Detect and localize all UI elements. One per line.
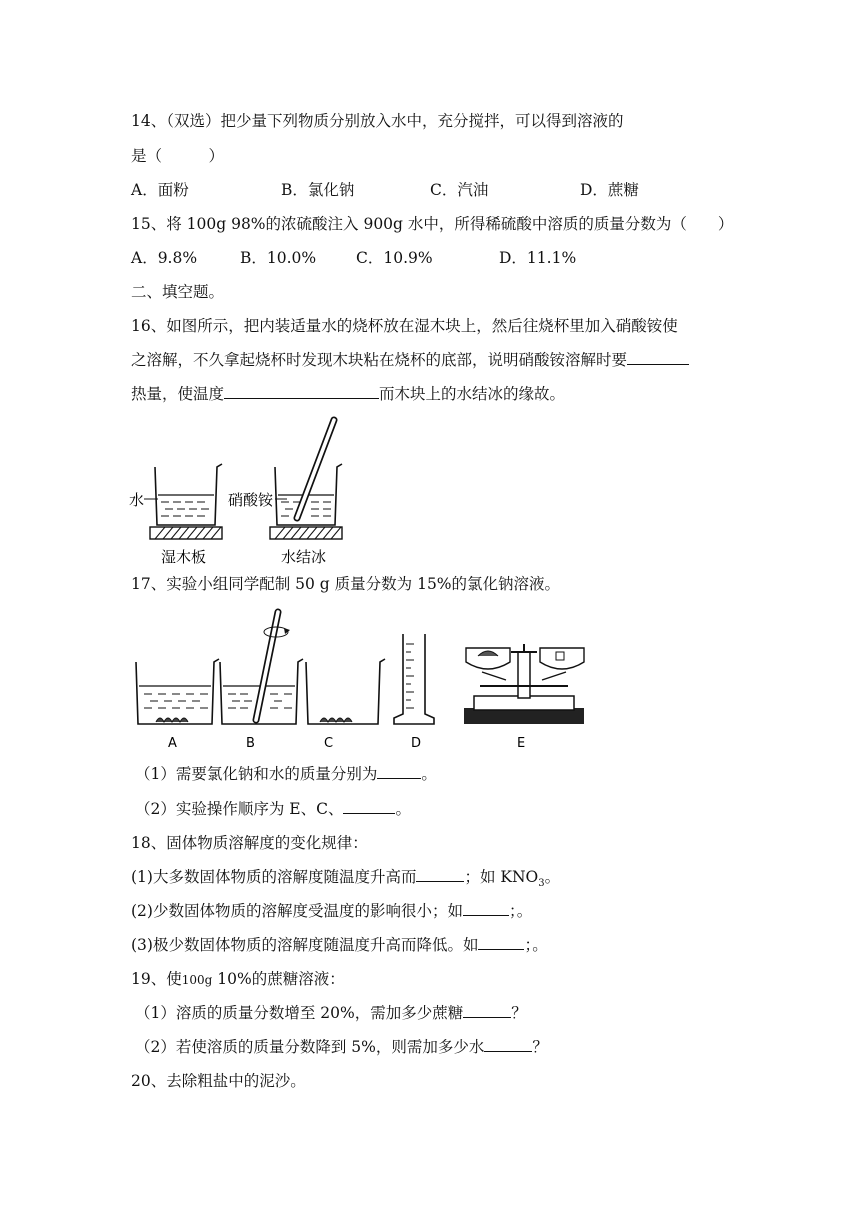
- label-d: D: [411, 736, 422, 751]
- q15-stem: 15、将 100g 98%的浓硫酸注入 900g 水中，所得稀硫酸中溶质的质量分数为（ ）: [131, 215, 734, 233]
- q14-stem-cont: 是（ ）: [131, 147, 225, 165]
- apparatus-a-beaker: [136, 659, 219, 724]
- q18-blank-1: [416, 865, 464, 882]
- q18-blank-3: [478, 933, 524, 950]
- label-e: E: [517, 736, 526, 751]
- label-a: A: [168, 736, 177, 751]
- q16-figure: [125, 412, 365, 572]
- nitrate-label: 硝酸铵: [228, 491, 274, 509]
- q20-stem: 20、去除粗盐中的泥沙。: [131, 1072, 306, 1090]
- water-label: 水: [129, 491, 145, 509]
- q17-stem: 17、实验小组同学配制 50 g 质量分数为 15%的氯化钠溶液。: [131, 575, 561, 593]
- q18-rule-3: (3)极少数固体物质的溶解度随温度升高而降低。如 ；。: [131, 933, 548, 957]
- q15-option-c: C．10.9%: [356, 249, 433, 267]
- q14-option-d: D．蔗糖: [580, 181, 639, 199]
- q14-option-c: C．汽油: [430, 181, 489, 199]
- q17-blank-2: [343, 797, 395, 814]
- glass-rod: [297, 420, 334, 518]
- ice-label: 水结冰: [281, 548, 327, 566]
- section-heading: 二、填空题。: [131, 283, 225, 301]
- apparatus-e-balance: [464, 644, 584, 724]
- q17-figure: [128, 604, 598, 754]
- beaker-left: [155, 464, 222, 525]
- q17-blank-1: [377, 762, 421, 779]
- apparatus-b-beaker: [220, 612, 303, 724]
- frozen-wood-board: [270, 527, 342, 539]
- q17-sub1: （1）需要氯化钠和水的质量分别为 。: [135, 762, 437, 786]
- label-c: C: [324, 736, 334, 751]
- wet-wood-board: [150, 527, 222, 539]
- q14-option-a: A．面粉: [131, 181, 189, 199]
- q14-option-b: B．氯化钠: [281, 181, 355, 199]
- label-b: B: [246, 736, 255, 751]
- q18-rule-2: (2)少数固体物质的溶解度受温度的影响很小；如 ；。: [131, 899, 532, 923]
- q18-blank-2: [463, 899, 509, 916]
- wet-wood-label: 湿木板: [161, 548, 207, 566]
- q19-sub1: （1）溶质的质量分数增至 20%，需加多少蔗糖 ？: [135, 1001, 527, 1025]
- q16-blank-1: [627, 348, 689, 365]
- q19-blank-1: [463, 1001, 511, 1018]
- q19-stem: 19、使100g 10%的蔗糖溶液：: [131, 970, 345, 988]
- q15-option-d: D．11.1%: [499, 249, 577, 267]
- q18-stem: 18、固体物质溶解度的变化规律：: [131, 834, 368, 852]
- q16-stem-end: 热量，使温度 而木块上的水结冰的缘故。: [131, 382, 565, 406]
- q17-sub2: （2）实验操作顺序为 E、C、 。: [135, 797, 411, 821]
- q16-blank-2: [224, 382, 379, 399]
- q14-stem: 14、（双选）把少量下列物质分别放入水中，充分搅拌，可以得到溶液的: [131, 112, 624, 130]
- q19-blank-2: [484, 1035, 532, 1052]
- apparatus-c-beaker: [306, 659, 385, 724]
- q15-option-a: A．9.8%: [131, 249, 198, 267]
- q16-stem: 16、如图所示，把内装适量水的烧杯放在湿木块上，然后往烧杯里加入硝酸铵使: [131, 317, 678, 335]
- q18-rule-1: (1)大多数固体物质的溶解度随温度升高而 ；如 $KNO_3$。: [131, 865, 560, 896]
- q19-sub2: （2）若使溶质的质量分数降到 5%，则需加多少水 ？: [135, 1035, 548, 1059]
- q16-stem-cont: 之溶解，不久拿起烧杯时发现木块粘在烧杯的底部，说明硝酸铵溶解时要: [131, 348, 689, 372]
- apparatus-d-cylinder: [394, 634, 434, 724]
- q15-option-b: B．10.0%: [240, 249, 317, 267]
